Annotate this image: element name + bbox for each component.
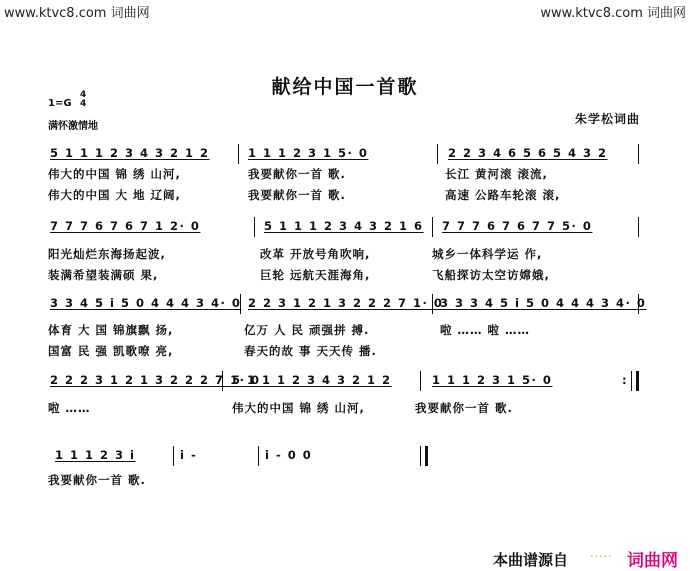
key-signature: 1=G	[48, 98, 72, 109]
lyric-line	[0, 343, 690, 361]
notation-row-1	[0, 140, 690, 166]
measure-group: i - 0 0	[265, 448, 313, 462]
measure-group: 1 1 1 2 3 1 5· 0	[248, 146, 369, 160]
site-logo: 词曲网	[627, 551, 678, 571]
lyric-phrase: 我要献你一首 歌.	[48, 473, 146, 487]
measure-group: 7 7 7 6 7 6 7 7 5· 0	[442, 219, 593, 233]
lyric-phrase: 城乡一体科学运 作,	[432, 247, 543, 261]
measure-group: 3 3 4 5 i 5 0 4 4 4 3 4· 0	[50, 296, 242, 310]
lyric-phrase: 伟大的中国 锦 绣 山河,	[48, 167, 181, 181]
barline	[238, 144, 239, 164]
lyric-line	[0, 322, 690, 340]
time-signature-top: 4	[80, 90, 87, 100]
lyric-line	[0, 166, 690, 184]
barline	[437, 144, 438, 164]
barline	[222, 371, 223, 391]
lyric-phrase: 伟大的中国 锦 绣 山河,	[232, 401, 365, 415]
barline	[432, 217, 433, 237]
lyric-phrase: 高速 公路车轮滚 滚,	[445, 188, 561, 202]
source-label: 本曲谱源自	[493, 551, 569, 569]
tempo-marking: 满怀激情地	[48, 121, 98, 132]
lyric-phrase: 啦 …… 啦 ……	[440, 323, 531, 337]
lyric-line	[0, 246, 690, 264]
lyric-phrase: 巨轮 远航天涯海角,	[260, 268, 371, 282]
lyric-phrase: 装满希望装满硕 果,	[48, 268, 159, 282]
lyric-line	[0, 187, 690, 205]
lyric-line	[0, 267, 690, 285]
barline	[638, 217, 639, 237]
barline	[254, 217, 255, 237]
measure-group: i -	[180, 448, 198, 462]
lyric-line	[0, 472, 690, 490]
lyric-phrase: 飞船探访太空访嫦娥,	[432, 268, 550, 282]
measure-group: 1 1 1 2 3 i	[55, 448, 136, 462]
measure-group: 5 1 1 1 2 3 4 3 2 1 2	[50, 146, 210, 160]
song-title: 献给中国一首歌	[271, 76, 419, 98]
lyric-phrase: 我要献你一首 歌.	[415, 401, 513, 415]
lyric-phrase: 国富 民 强 凯歌嘹 亮,	[48, 344, 174, 358]
measure-group: 2 2 2 3 1 2 1 3 2 2 2 7 1· 0	[50, 373, 261, 387]
measure-group: 5 1 1 1 2 3 4 3 2 1 2	[232, 373, 392, 387]
barline	[420, 371, 421, 391]
measure-group: 5 1 1 1 2 3 4 3 2 1 6	[264, 219, 424, 233]
measure-group: 3 3 3 4 5 i 5 0 4 4 4 3 4· 0	[440, 296, 647, 310]
barline	[258, 446, 259, 466]
composer-credit: 朱学松词曲	[574, 112, 640, 126]
measure-group: 2 2 3 4 6 5 6 5 4 3 2	[448, 146, 608, 160]
measure-group: 1 1 1 2 3 1 5· 0	[432, 373, 553, 387]
notation-row-3	[0, 290, 690, 316]
watermark-left: www.ktvc8.com 词曲网	[4, 6, 150, 21]
final-barline	[636, 371, 639, 391]
source-dots: ·····	[590, 550, 613, 563]
lyric-phrase: 我要献你一首 歌.	[248, 188, 346, 202]
lyric-phrase: 我要献你一首 歌.	[248, 167, 346, 181]
lyric-phrase: 春天的故 事 天天传 播.	[244, 344, 377, 358]
lyric-phrase: 体育 大 国 锦旗飘 扬,	[48, 323, 174, 337]
lyric-phrase: 改革 开放号角吹响,	[260, 247, 371, 261]
barline	[631, 371, 632, 391]
barline	[420, 446, 421, 466]
notation-row-5	[0, 442, 690, 468]
time-signature-bottom: 4	[80, 99, 87, 109]
lyric-phrase: 啦 ……	[48, 401, 91, 415]
barline	[638, 144, 639, 164]
measure-group: 2 2 3 1 2 1 3 2 2 2 7 1· 0	[248, 296, 444, 310]
barline	[173, 446, 174, 466]
lyric-phrase: 亿万 人 民 顽强拼 搏.	[244, 323, 370, 337]
lyric-phrase: 阳光灿烂东海扬起波,	[48, 247, 166, 261]
barline	[240, 294, 241, 314]
notation-row-4	[0, 367, 690, 393]
lyric-phrase: 长江 黄河滚 滚流,	[445, 167, 548, 181]
repeat-sign: :	[622, 373, 629, 387]
barline	[432, 294, 433, 314]
lyric-line	[0, 400, 690, 418]
time-signature	[80, 91, 86, 109]
barline	[638, 294, 639, 314]
final-barline	[425, 446, 428, 466]
watermark-right: www.ktvc8.com 词曲网	[540, 6, 686, 21]
measure-group: 7 7 7 6 7 6 7 1 2· 0	[50, 219, 201, 233]
lyric-phrase: 伟大的中国 大 地 辽阔,	[48, 188, 181, 202]
notation-row-2	[0, 213, 690, 239]
